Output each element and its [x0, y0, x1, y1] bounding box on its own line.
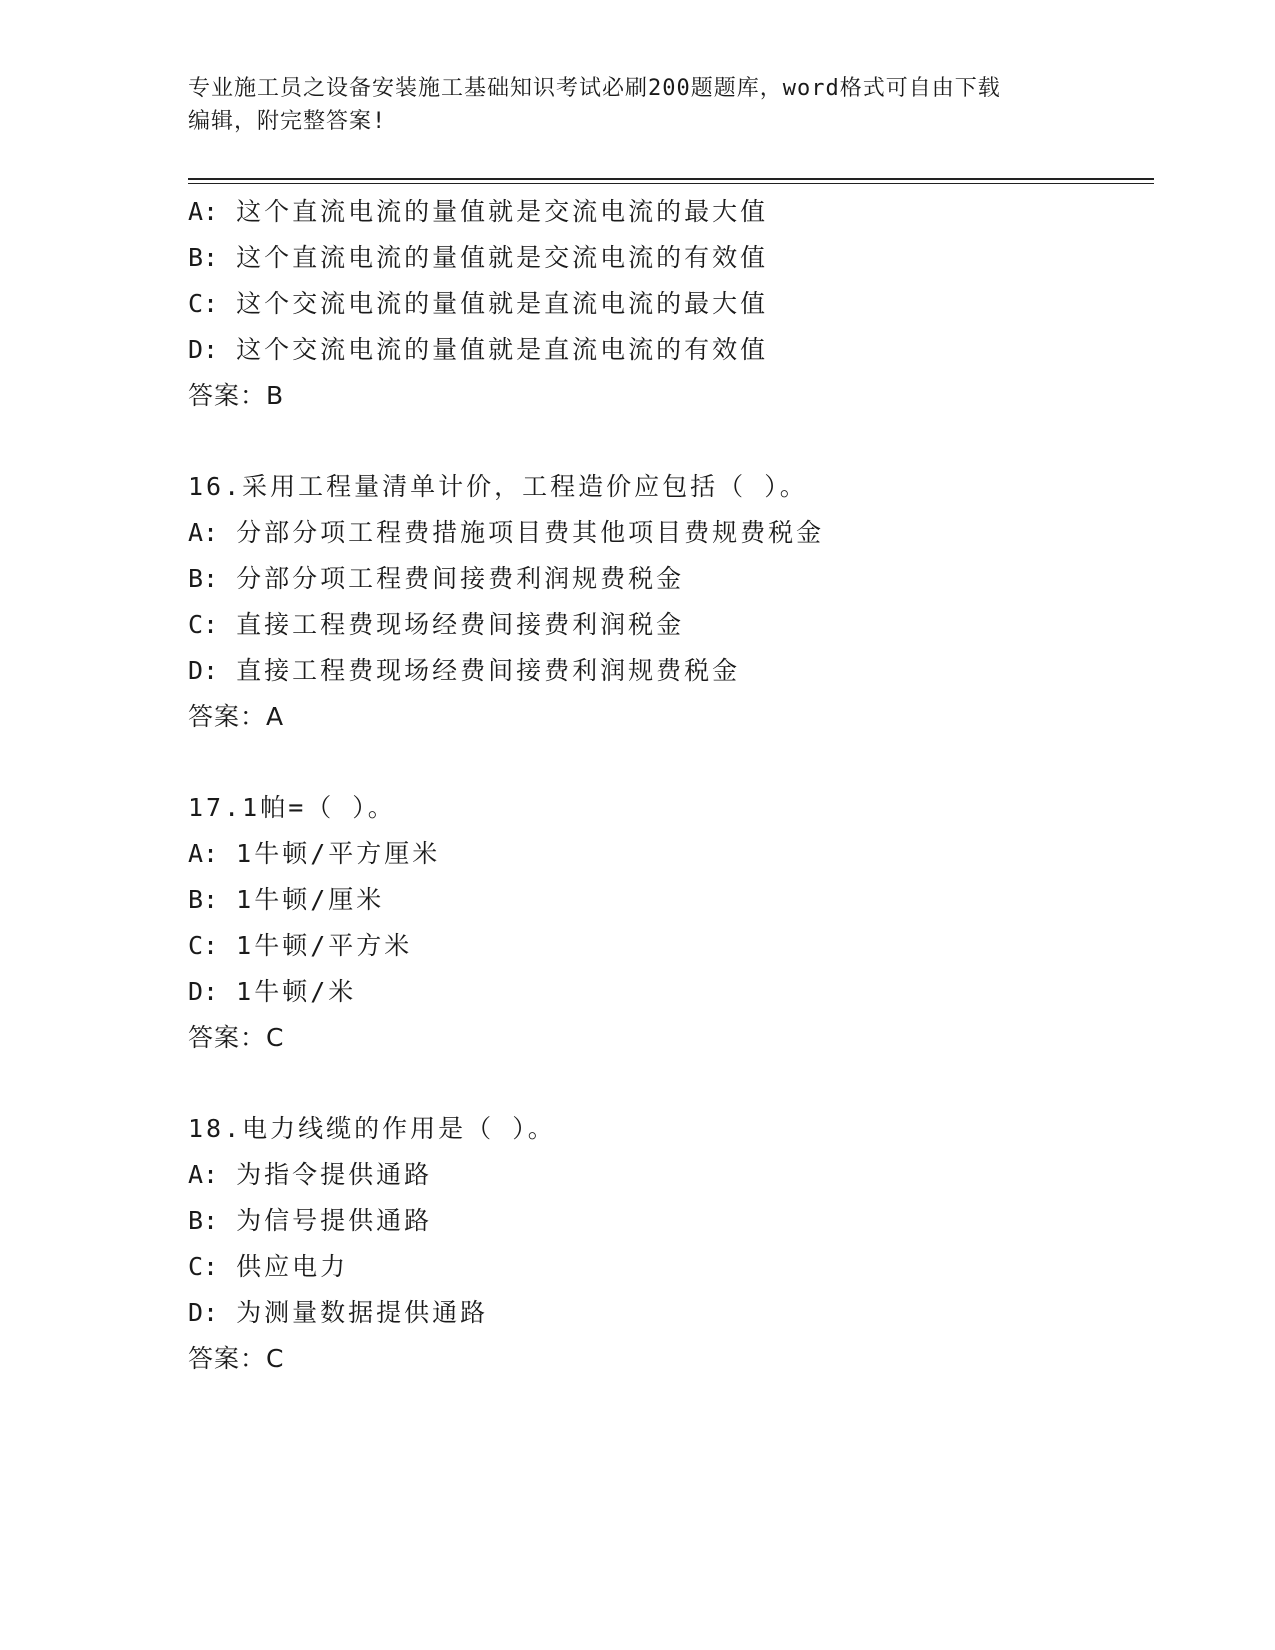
question-block-17 — [188, 785, 1148, 1061]
option-a: A: 为指令提供通路 — [188, 1160, 433, 1189]
question-block-15 — [188, 189, 1148, 419]
question-block-16 — [188, 464, 1148, 740]
question-block-18 — [188, 1106, 1148, 1382]
question-list — [188, 189, 1148, 1382]
option-a: A: 分部分项工程费措施项目费其他项目费规费税金 — [188, 518, 825, 547]
block-spacer — [188, 419, 1148, 464]
answer-line: 答案：B — [188, 381, 285, 410]
option-c: C: 1牛顿/平方米 — [188, 931, 413, 960]
option-b: B: 这个直流电流的量值就是交流电流的有效值 — [188, 243, 769, 272]
option-b: B: 分部分项工程费间接费利润规费税金 — [188, 564, 685, 593]
option-a: A: 1牛顿/平方厘米 — [188, 839, 441, 868]
block-spacer — [188, 740, 1148, 785]
question-text: 18.电力线缆的作用是（ ）。 — [188, 1114, 556, 1143]
header-line-1: 专业施工员之设备安装施工基础知识考试必刷200题题库，word格式可自由下载 — [188, 76, 1001, 101]
option-c: C: 这个交流电流的量值就是直流电流的最大值 — [188, 289, 769, 318]
header-line-2: 编辑，附完整答案! — [188, 109, 387, 134]
option-a: A: 这个直流电流的量值就是交流电流的最大值 — [188, 197, 769, 226]
block-spacer — [188, 1061, 1148, 1106]
document-header — [188, 72, 1088, 138]
question-text: 16.采用工程量清单计价，工程造价应包括（ ）。 — [188, 472, 808, 501]
option-d: D: 为测量数据提供通路 — [188, 1298, 489, 1327]
answer-line: 答案：A — [188, 702, 285, 731]
option-c: C: 供应电力 — [188, 1252, 349, 1281]
header-divider-thin — [188, 183, 1154, 184]
answer-line: 答案：C — [188, 1344, 285, 1373]
option-c: C: 直接工程费现场经费间接费利润税金 — [188, 610, 685, 639]
option-b: B: 为信号提供通路 — [188, 1206, 433, 1235]
option-b: B: 1牛顿/厘米 — [188, 885, 385, 914]
header-divider-thick — [188, 178, 1154, 180]
option-d: D: 直接工程费现场经费间接费利润规费税金 — [188, 656, 741, 685]
answer-line: 答案：C — [188, 1023, 285, 1052]
option-d: D: 这个交流电流的量值就是直流电流的有效值 — [188, 335, 769, 364]
option-d: D: 1牛顿/米 — [188, 977, 357, 1006]
question-text: 17.1帕=（ ）。 — [188, 793, 396, 822]
